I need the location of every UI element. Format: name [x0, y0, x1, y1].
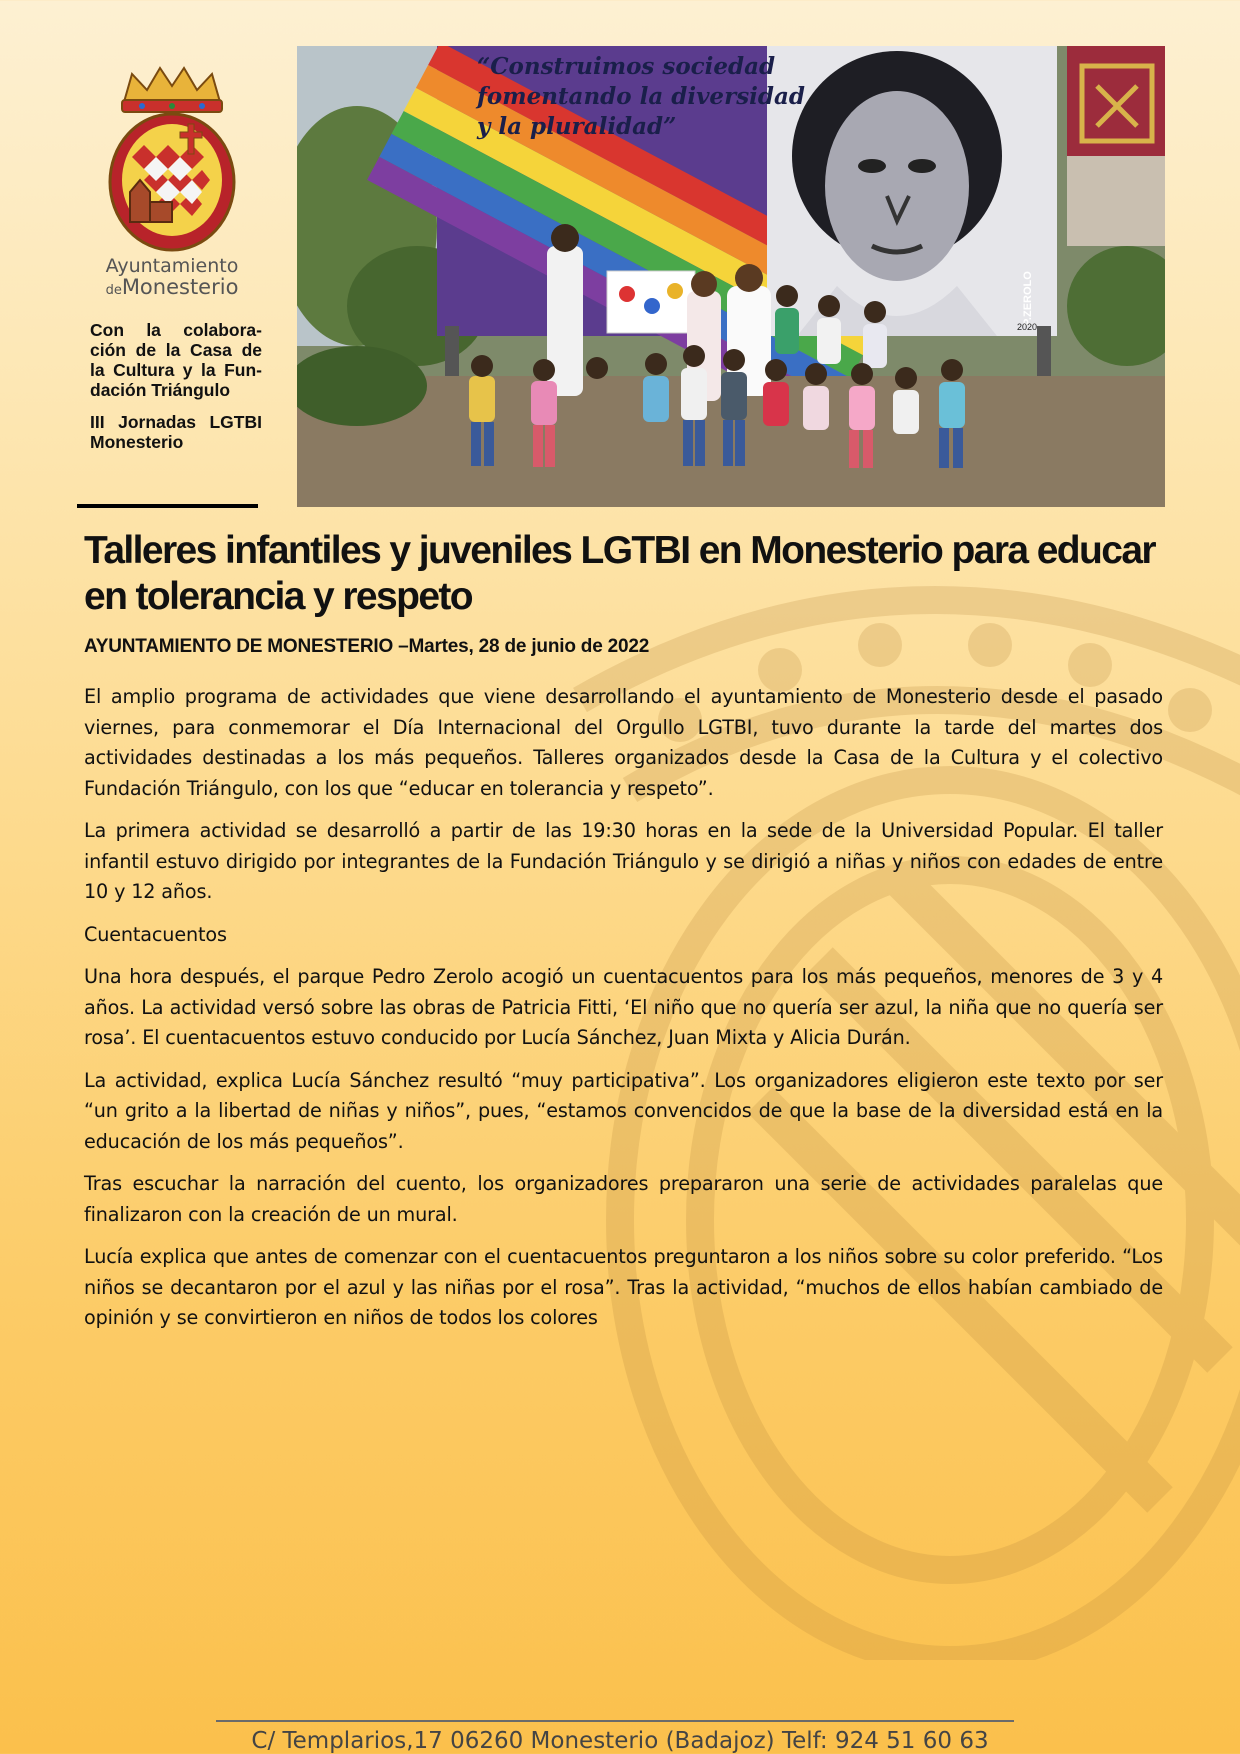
- mural-quote-line2: fomentando la diversidad: [477, 83, 805, 110]
- municipal-logo: [82, 62, 262, 302]
- logo-name-prefix: de: [105, 283, 122, 298]
- mural-quote-line1: “Construimos sociedad: [477, 53, 776, 80]
- article-headline: Talleres infantiles y juveniles LGTBI en Monesterio para educar en tolerancia y respeto: [84, 529, 1156, 618]
- article-subheading: Cuentacuentos: [84, 922, 227, 946]
- footer-divider: [216, 1720, 1014, 1722]
- collaboration-note: [90, 320, 262, 464]
- article-byline: AYUNTAMIENTO DE MONESTERIO –Martes, 28 de junio de 2022: [84, 636, 650, 657]
- footer-address: C/ Templarios,17 06260 Monesterio (Badajoz) Telf: 924 51 60 63: [251, 1728, 989, 1754]
- logo-name-line2: [82, 276, 262, 302]
- article-paragraph: Tras escuchar la narración del cuento, los organizadores prepararon una serie de actividades paralelas que finalizaron con la creación de un mural.: [84, 1172, 1163, 1226]
- mural-year: 2020: [1017, 322, 1038, 332]
- logo-name-line1: Ayuntamiento: [105, 255, 239, 277]
- article-paragraph: La actividad, explica Lucía Sánchez resultó “muy participativa”. Los organizadores eligieron este texto por ser “un grito a la libertad de niñas y niños”, pues, “estamos convencidos de que la base de la diversidad está en la educación de los más pequeños”.: [84, 1068, 1163, 1153]
- side-divider: [77, 504, 258, 508]
- collaboration-text: Con la colabora-ción de la Casa de la Cultura y la Fun-dación Triángulo: [90, 320, 262, 400]
- coat-of-arms-icon: [102, 62, 242, 252]
- article-photo: [297, 46, 1165, 507]
- article-body: [84, 682, 1163, 1346]
- event-name: III Jornadas LGTBI Monesterio: [90, 412, 262, 452]
- logo-name-town: Monesterio: [121, 275, 239, 299]
- article-paragraph: La primera actividad se desarrolló a partir de las 19:30 horas en la sede de la Universidad Popular. El taller infantil estuvo dirigido por integrantes de la Fundación Triángulo y se dirigió a niñas y niños con edades de entre 10 y 12 años.: [84, 819, 1163, 903]
- article-paragraph: Una hora después, el parque Pedro Zerolo acogió un cuentacuentos para los más pequeños, menores de 3 y 4 años. La actividad versó sobre las obras de Patricia Fitti, ‘El niño que no quería ser azul, la niña que no quería ser rosa’. El cuentacuentos estuvo conducido por Lucía Sánchez, Juan Mixta y Alicia Durán.: [84, 965, 1163, 1049]
- mural-signature: P.ZEROLO: [1022, 271, 1034, 326]
- mural-quote-line3: y la pluralidad”: [477, 113, 677, 140]
- article-paragraph: Lucía explica que antes de comenzar con el cuentacuentos preguntaron a los niños sobre su color preferido. “Los niños se decantaron por el azul y las niñas por el rosa”. Tras la actividad, “muchos de ellos habían cambiado de opinión y se convirtieron en niños de todos los colores: [84, 1245, 1163, 1329]
- article-paragraph: El amplio programa de actividades que viene desarrollando el ayuntamiento de Monesterio desde el pasado viernes, para conmemorar el Día Internacional del Orgullo LGTBI, tuvo durante la tarde del martes dos actividades destinadas a los más pequeños. Talleres organizados desde la Casa de la Cultura y el colectivo Fundación Triángulo, con los que “educar en tolerancia y respeto”.: [84, 685, 1163, 800]
